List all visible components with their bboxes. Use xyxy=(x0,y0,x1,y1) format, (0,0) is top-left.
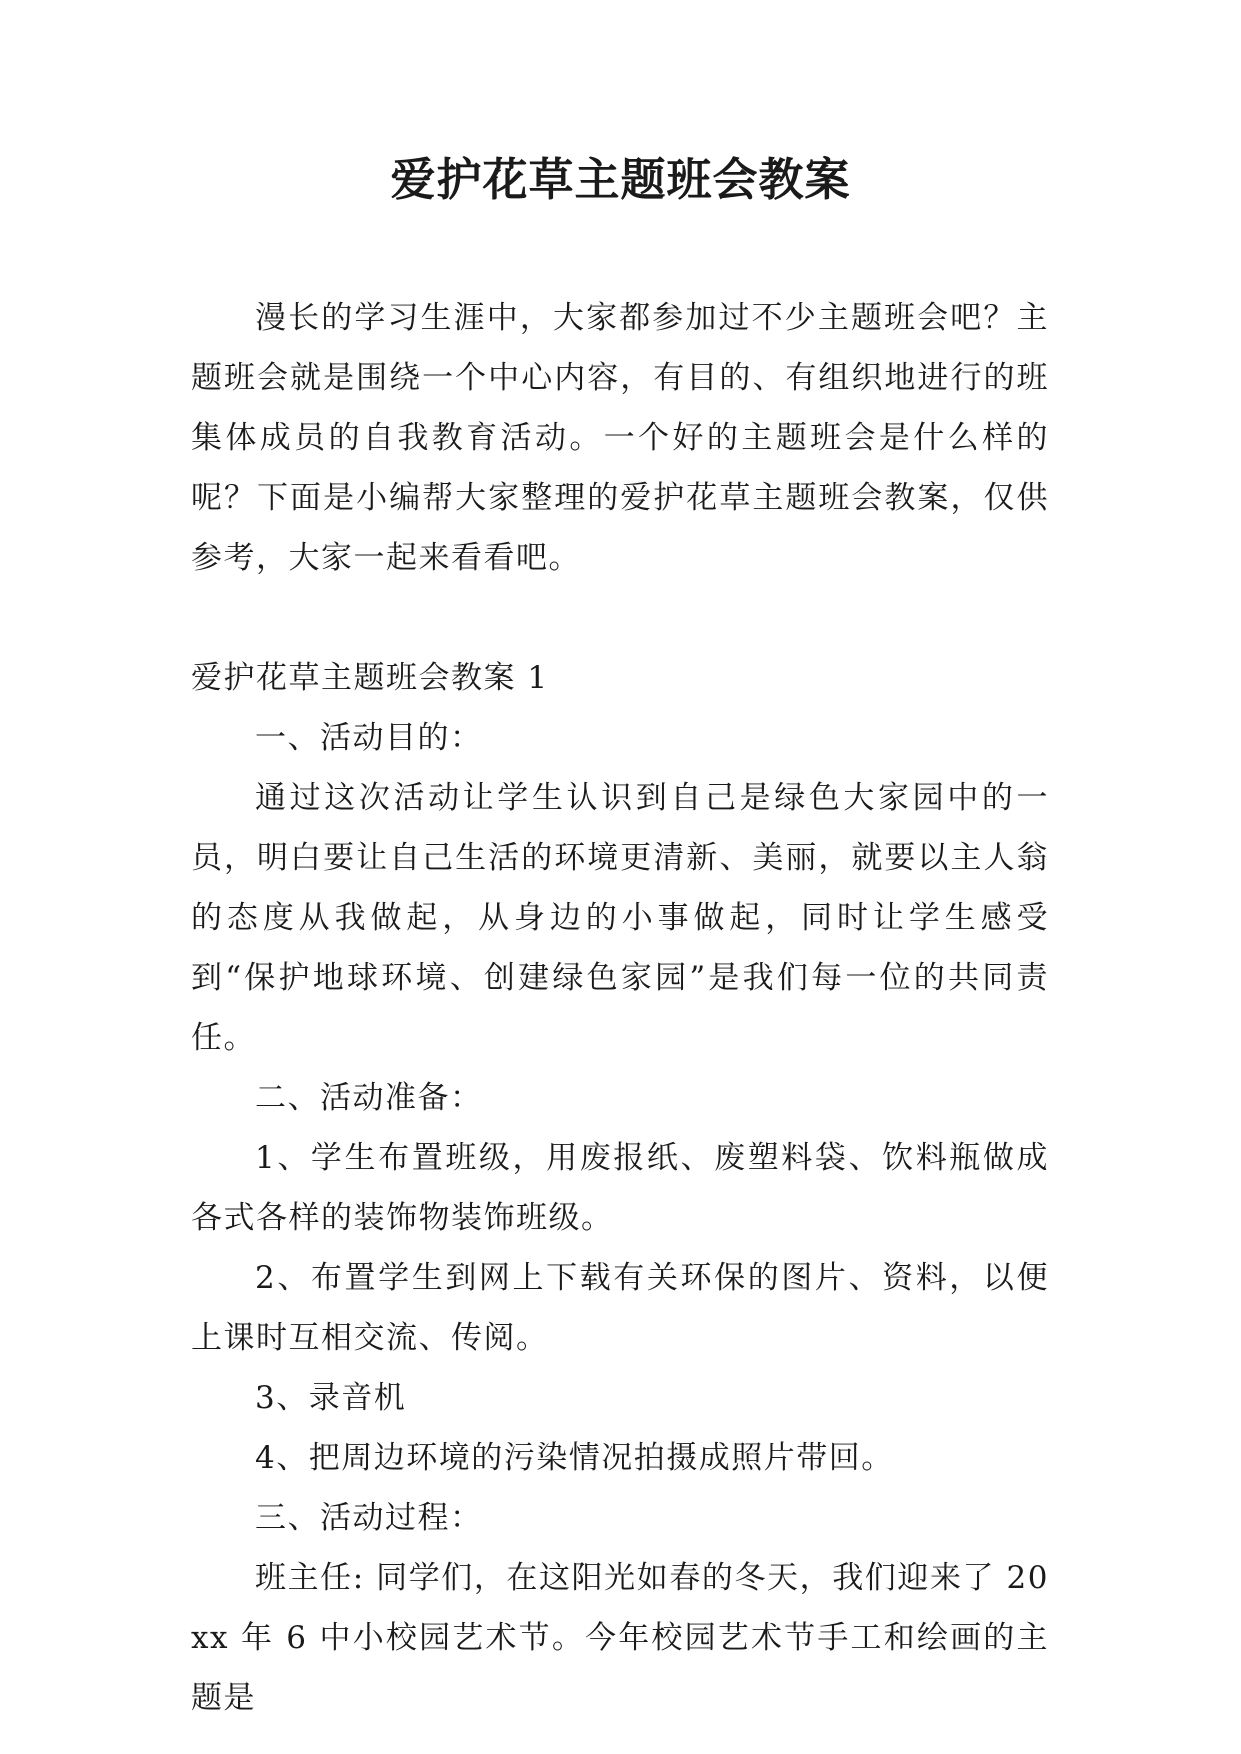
intro-paragraph: 漫长的学习生涯中，大家都参加过不少主题班会吧？主题班会就是围绕一个中心内容，有目的、有组织地进行的班集体成员的自我教育活动。一个好的主题班会是什么样的呢？下面是小编帮大家整理的爱护花草主题班会教案，仅供参考，大家一起来看看吧。 xyxy=(191,300,1049,576)
paragraph-activity-purpose: 通过这次活动让学生认识到自己是绿色大家园中的一员，明白要让自己生活的环境更清新、美丽，就要以主人翁的态度从我做起，从身边的小事做起，同时让学生感受到“保护地球环境、创建绿色家园”是我们每一位的共同责任。 xyxy=(191,780,1049,1056)
list-item-preparation-1: 1、学生布置班级，用废报纸、废塑料袋、饮料瓶做成各式各样的装饰物装饰班级。 xyxy=(191,1140,1049,1236)
list-item-preparation-4: 4、把周边环境的污染情况拍摄成照片带回。 xyxy=(255,1440,894,1476)
heading-activity-preparation: 二、活动准备： xyxy=(255,1080,483,1116)
paragraph-teacher-speech: 班主任: 同学们，在这阳光如春的冬天，我们迎来了 20xx 年 6 中小校园艺术节。今年校园艺术节手工和绘画的主题是 xyxy=(191,1560,1049,1716)
heading-activity-process: 三、活动过程： xyxy=(255,1500,483,1536)
list-item-preparation-2: 2、布置学生到网上下载有关环保的图片、资料，以便上课时互相交流、传阅。 xyxy=(191,1260,1049,1356)
document-body xyxy=(191,288,1049,1728)
document-title: 爱护花草主题班会教案 xyxy=(390,153,851,206)
section-title: 爱护花草主题班会教案 1 xyxy=(191,660,549,696)
heading-activity-purpose: 一、活动目的： xyxy=(255,720,483,756)
list-item-preparation-3: 3、录音机 xyxy=(255,1380,407,1416)
